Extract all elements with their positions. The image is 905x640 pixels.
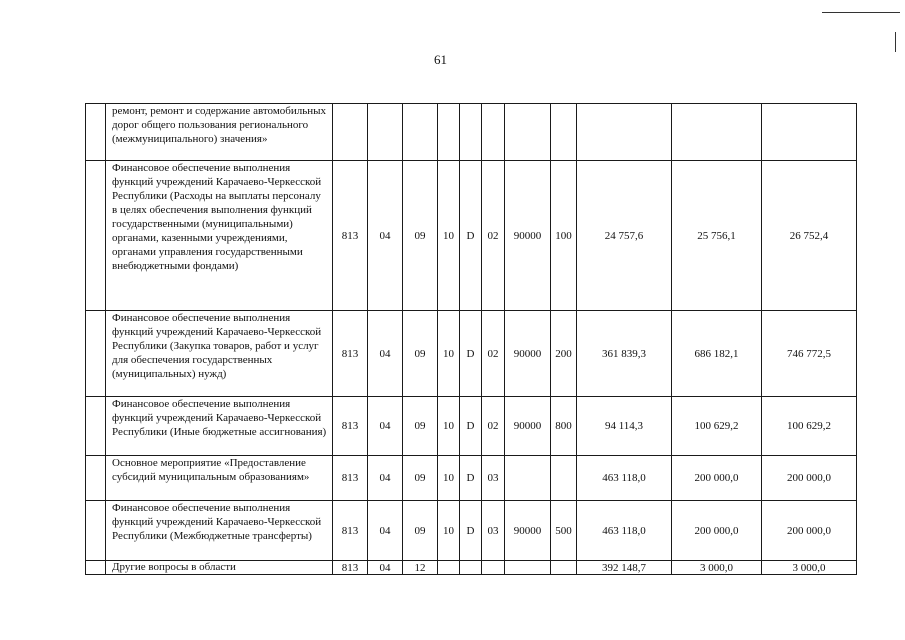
code-cell: 813 bbox=[333, 456, 368, 501]
code-cell: 03 bbox=[482, 456, 505, 501]
amount-cell: 100 629,2 bbox=[762, 397, 857, 456]
code-cell: 10 bbox=[438, 456, 460, 501]
budget-table bbox=[85, 103, 857, 575]
amount-cell: 463 118,0 bbox=[577, 456, 672, 501]
amount-cell bbox=[762, 104, 857, 161]
code-cell bbox=[551, 561, 577, 575]
code-cell bbox=[482, 104, 505, 161]
amount-cell: 24 757,6 bbox=[577, 161, 672, 311]
code-cell: 04 bbox=[368, 456, 403, 501]
code-cell bbox=[438, 104, 460, 161]
code-cell bbox=[460, 561, 482, 575]
code-cell: 100 bbox=[551, 161, 577, 311]
code-cell: 04 bbox=[368, 311, 403, 397]
code-cell bbox=[482, 561, 505, 575]
code-cell bbox=[438, 561, 460, 575]
code-cell bbox=[505, 456, 551, 501]
code-cell: 800 bbox=[551, 397, 577, 456]
row-description: Другие вопросы в области bbox=[106, 561, 333, 575]
row-description: Финансовое обеспечение выполнения функций учреждений Карачаево-Черкесской Республики (Расходы на выплаты персоналу в целях обеспечения выполнения функций государственными (муниципальными) органами, казенными учреждениями, органами управления государственными внебюджетными фондами) bbox=[106, 161, 333, 311]
blank-cell bbox=[86, 456, 106, 501]
code-cell: D bbox=[460, 501, 482, 561]
code-cell: 03 bbox=[482, 501, 505, 561]
blank-cell bbox=[86, 501, 106, 561]
amount-cell: 686 182,1 bbox=[672, 311, 762, 397]
code-cell: 10 bbox=[438, 311, 460, 397]
code-cell: D bbox=[460, 311, 482, 397]
code-cell: 04 bbox=[368, 561, 403, 575]
code-cell: 500 bbox=[551, 501, 577, 561]
code-cell bbox=[505, 104, 551, 161]
code-cell bbox=[505, 561, 551, 575]
code-cell: 813 bbox=[333, 561, 368, 575]
code-cell bbox=[551, 104, 577, 161]
table-row bbox=[86, 311, 857, 397]
blank-cell bbox=[86, 161, 106, 311]
amount-cell: 3 000,0 bbox=[762, 561, 857, 575]
amount-cell bbox=[672, 104, 762, 161]
row-description: Финансовое обеспечение выполнения функций учреждений Карачаево-Черкесской Республики (Иные бюджетные ассигнования) bbox=[106, 397, 333, 456]
code-cell: 12 bbox=[403, 561, 438, 575]
code-cell bbox=[460, 104, 482, 161]
amount-cell: 25 756,1 bbox=[672, 161, 762, 311]
table-row bbox=[86, 456, 857, 501]
budget-table-container bbox=[85, 103, 856, 575]
blank-cell bbox=[86, 311, 106, 397]
table-row bbox=[86, 161, 857, 311]
code-cell: 10 bbox=[438, 397, 460, 456]
amount-cell: 94 114,3 bbox=[577, 397, 672, 456]
code-cell: 90000 bbox=[505, 501, 551, 561]
row-description: ремонт, ремонт и содержание автомобильных дорог общего пользования регионального (межмуниципального) значения» bbox=[106, 104, 333, 161]
table-row bbox=[86, 561, 857, 575]
table-row bbox=[86, 501, 857, 561]
code-cell: D bbox=[460, 456, 482, 501]
code-cell: 04 bbox=[368, 501, 403, 561]
code-cell: 04 bbox=[368, 161, 403, 311]
code-cell: 813 bbox=[333, 501, 368, 561]
row-description: Финансовое обеспечение выполнения функций учреждений Карачаево-Черкесской Республики (Межбюджетные трансферты) bbox=[106, 501, 333, 561]
code-cell: 813 bbox=[333, 161, 368, 311]
code-cell bbox=[333, 104, 368, 161]
table-row bbox=[86, 397, 857, 456]
code-cell: 02 bbox=[482, 161, 505, 311]
code-cell: 90000 bbox=[505, 397, 551, 456]
code-cell bbox=[368, 104, 403, 161]
code-cell: 09 bbox=[403, 456, 438, 501]
row-description: Основное мероприятие «Предоставление субсидий муниципальным образованиям» bbox=[106, 456, 333, 501]
code-cell: 813 bbox=[333, 311, 368, 397]
code-cell: 10 bbox=[438, 161, 460, 311]
amount-cell: 200 000,0 bbox=[762, 456, 857, 501]
row-description: Финансовое обеспечение выполнения функций учреждений Карачаево-Черкесской Республики (Закупка товаров, работ и услуг для обеспечения государственных (муниципальных) нужд) bbox=[106, 311, 333, 397]
table-row bbox=[86, 104, 857, 161]
amount-cell: 200 000,0 bbox=[672, 501, 762, 561]
blank-cell bbox=[86, 561, 106, 575]
code-cell: 02 bbox=[482, 397, 505, 456]
code-cell: 04 bbox=[368, 397, 403, 456]
code-cell: 09 bbox=[403, 311, 438, 397]
amount-cell: 200 000,0 bbox=[672, 456, 762, 501]
blank-cell bbox=[86, 397, 106, 456]
amount-cell: 26 752,4 bbox=[762, 161, 857, 311]
amount-cell: 361 839,3 bbox=[577, 311, 672, 397]
code-cell: 200 bbox=[551, 311, 577, 397]
amount-cell: 3 000,0 bbox=[672, 561, 762, 575]
amount-cell bbox=[577, 104, 672, 161]
amount-cell: 100 629,2 bbox=[672, 397, 762, 456]
scan-edge-line-right bbox=[895, 32, 896, 52]
code-cell: 02 bbox=[482, 311, 505, 397]
amount-cell: 200 000,0 bbox=[762, 501, 857, 561]
code-cell: 90000 bbox=[505, 161, 551, 311]
code-cell: 90000 bbox=[505, 311, 551, 397]
code-cell: 09 bbox=[403, 501, 438, 561]
code-cell: D bbox=[460, 397, 482, 456]
page-number: 61 bbox=[434, 52, 447, 67]
code-cell: 09 bbox=[403, 397, 438, 456]
amount-cell: 746 772,5 bbox=[762, 311, 857, 397]
amount-cell: 392 148,7 bbox=[577, 561, 672, 575]
code-cell bbox=[403, 104, 438, 161]
amount-cell: 463 118,0 bbox=[577, 501, 672, 561]
code-cell: 10 bbox=[438, 501, 460, 561]
code-cell: 09 bbox=[403, 161, 438, 311]
blank-cell bbox=[86, 104, 106, 161]
code-cell: 813 bbox=[333, 397, 368, 456]
code-cell: D bbox=[460, 161, 482, 311]
code-cell bbox=[551, 456, 577, 501]
scan-edge-line-top bbox=[822, 12, 900, 13]
